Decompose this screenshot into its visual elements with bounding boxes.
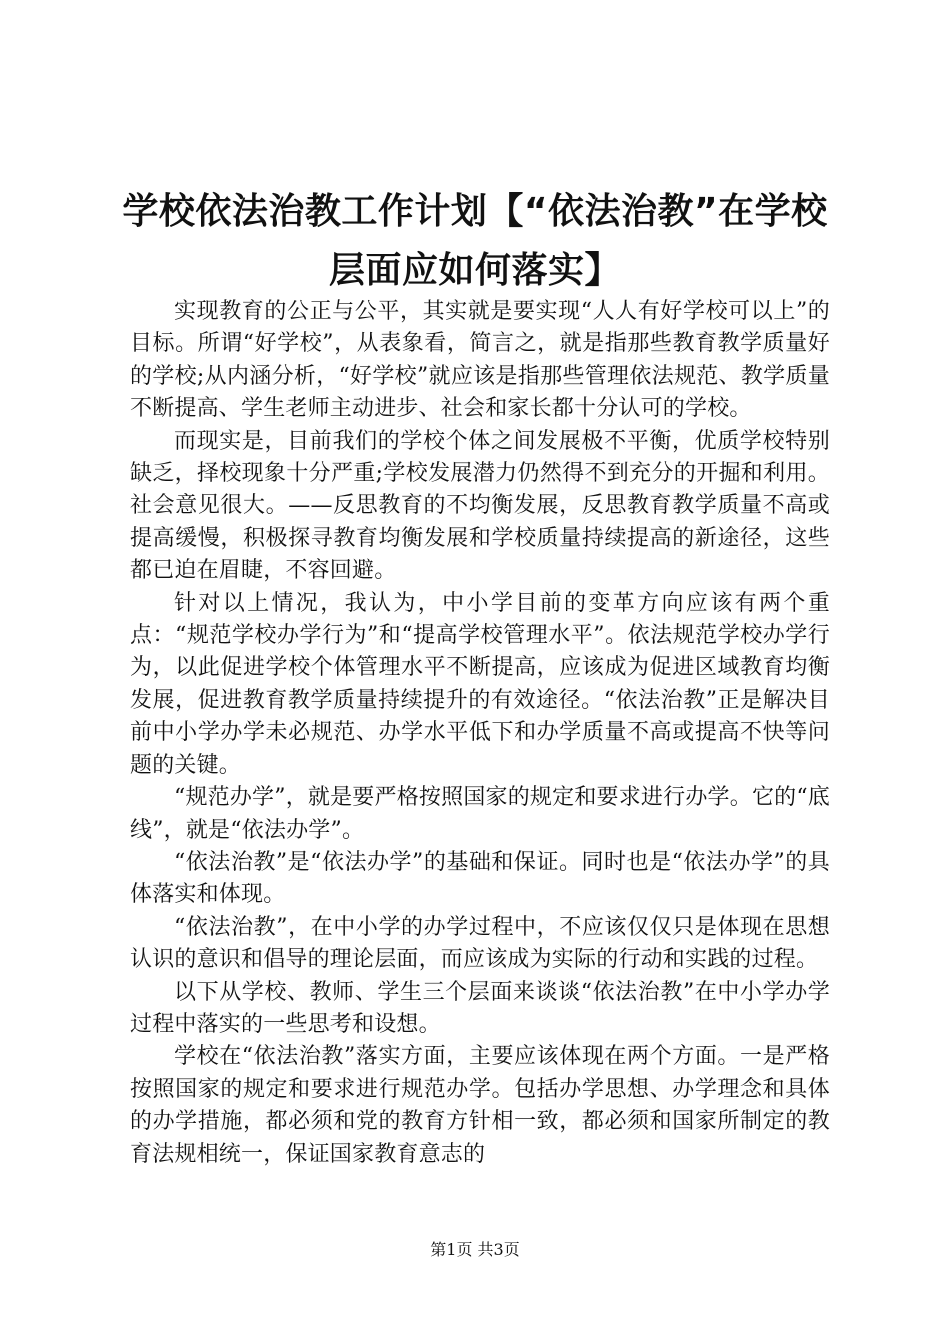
document-body [130, 296, 830, 1171]
page-number-footer: 第1页 共3页 [430, 1240, 520, 1259]
paragraph: “依法治教”，在中小学的办学过程中，不应该仅仅只是体现在思想认识的意识和倡导的理论层面，而应该成为实际的行动和实践的过程。 [130, 914, 830, 973]
paragraph: 学校在“依法治教”落实方面，主要应该体现在两个方面。一是严格按照国家的规定和要求进行规范办学。包括办学思想、办学理念和具体的办学措施，都必须和党的教育方针相一致，都必须和国家所制定的教育法规相统一，保证国家教育意志的 [130, 1044, 830, 1167]
title-line-2: 层面应如何落实】 [328, 250, 621, 291]
paragraph: “依法治教”是“依法办学”的基础和保证。同时也是“依法办学”的具体落实和体现。 [130, 849, 830, 908]
paragraph: 而现实是，目前我们的学校个体之间发展极不平衡，优质学校特别缺乏，择校现象十分严重;学校发展潜力仍然得不到充分的开掘和利用。社会意见很大。——反思教育的不均衡发展，反思教育教学质量不高或提高缓慢，积极探寻教育均衡发展和学校质量持续提高的新途径，这些都已迫在眉睫，不容回避。 [130, 428, 830, 584]
paragraph: 实现教育的公正与公平，其实就是要实现“人人有好学校可以上”的目标。所谓“好学校”，从表象看，简言之，就是指那些教育教学质量好的学校;从内涵分析，“好学校”就应该是指那些管理依法规范、教学质量不断提高、学生老师主动进步、社会和家长都十分认可的学校。 [130, 299, 830, 422]
title-line-1: 学校依法治教工作计划【“依法治教”在学校 [122, 191, 828, 232]
paragraph: 以下从学校、教师、学生三个层面来谈谈“依法治教”在中小学办学过程中落实的一些思考和设想。 [130, 979, 830, 1037]
document-title [100, 182, 850, 300]
paragraph: “规范办学”，就是要严格按照国家的规定和要求进行办学。它的“底线”，就是“依法办学”。 [130, 785, 830, 843]
paragraph: 针对以上情况，我认为，中小学目前的变革方向应该有两个重点：“规范学校办学行为”和“提高学校管理水平”。依法规范学校办学行为，以此促进学校个体管理水平不断提高，应该成为促进区域教育均衡发展，促进教育教学质量持续提升的有效途径。“依法治教”正是解决目前中小学办学未必规范、办学水平低下和办学质量不高或提高不快等问题的关键。 [130, 590, 830, 778]
